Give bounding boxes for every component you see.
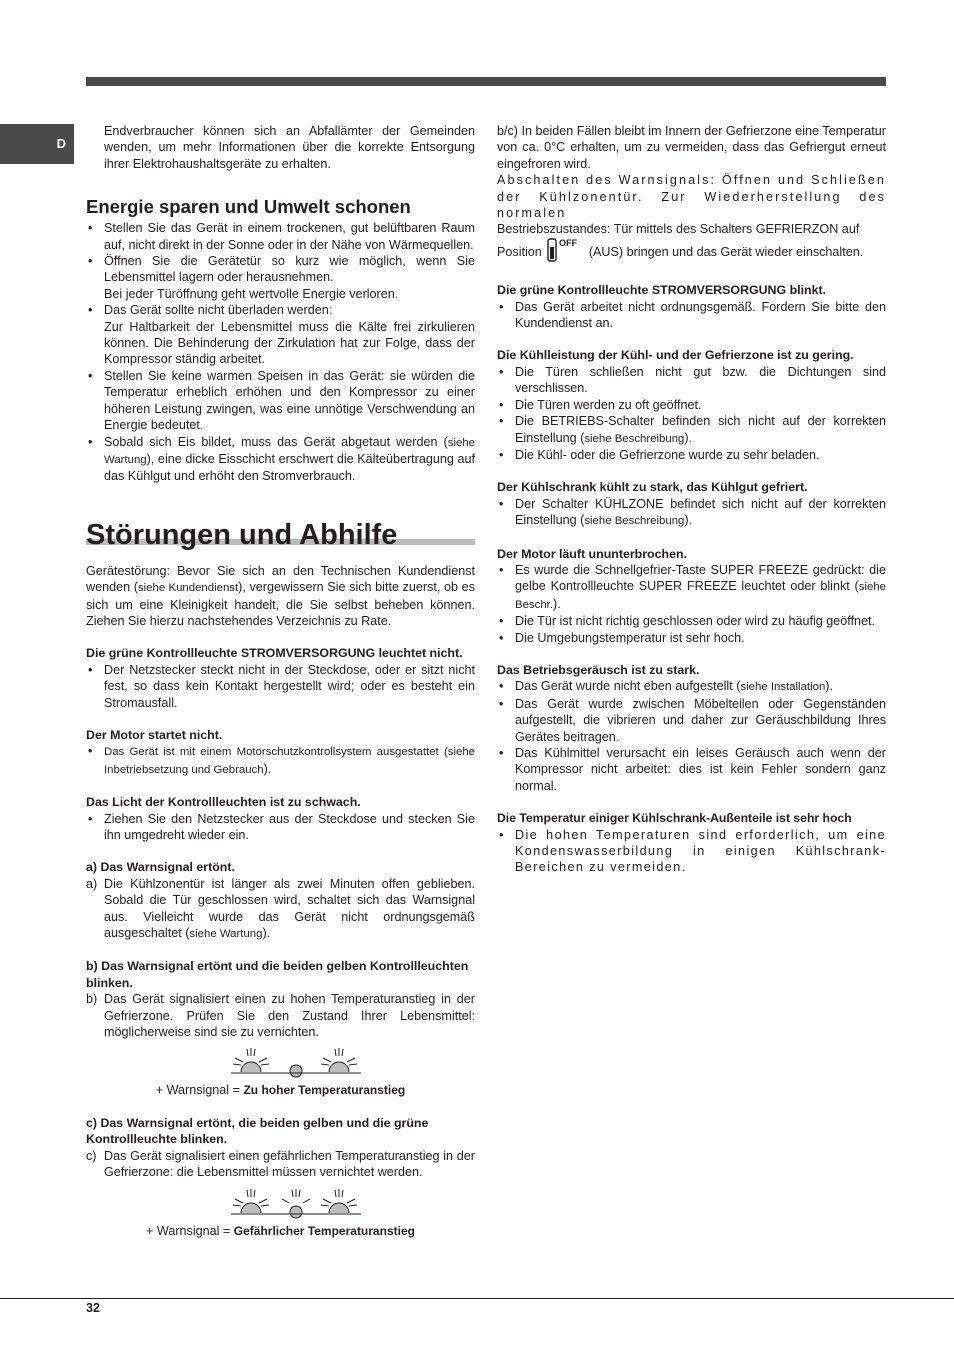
list-item: • Sobald sich Eis bildet, muss das Gerät abgetaut werden (siehe Wartung), eine dicke Eisschicht erschwert die Kälteübertragung auf das Kühlgut und erhöht den Stromverbrauch. <box>86 434 475 485</box>
problem-alarm-a: a) Das Warnsignal ertönt. a) Die Kühlzonentür ist länger als zwei Minuten offen geblieben. Sobald die Tür geschlossen wird, schaltet sich das Warnsignal aus. Vielleicht wurde das Gerät nicht ordnungsgemäß ausgeschaltet (siehe Wartung). <box>86 860 475 941</box>
list-item: • Der Netzstecker steckt nicht in der Steckdose, oder er sitzt nicht fest, so dass kein Kontakt hergestellt wird; oder es besteht ein Stromausfall. <box>86 662 475 711</box>
problem-motor-continuous: Der Motor läuft ununterbrochen. • Es wurde die Schnellgefrier-Taste SUPER FREEZE gedrückt: die gelbe Kontrollleuchte SUPER FREEZE leuchtet oder blinkt (siehe Beschr.). • Die Tür ist nicht richtig geschlossen oder wird zu häufig geöffnet. • Die Umgebungstemperatur ist sehr hoch. <box>497 546 886 646</box>
cross-reference: siehe Kundendienst <box>137 582 239 595</box>
blinking-lights-icon <box>231 1046 361 1080</box>
problem-motor-not-starting: Der Motor startet nicht. • Das Gerät ist mit einem Motorschutzkontrollsystem ausgestattet (siehe Inbetriebsetzung und Gebrauch). <box>86 727 475 778</box>
indicator-lights-two-yellow-blinking <box>116 1044 475 1080</box>
cross-reference: siehe Installation <box>740 681 826 694</box>
list-item: • Die BETRIEBS-Schalter befinden sich nicht auf der korrekten Einstellung (siehe Beschreibung). <box>497 413 886 447</box>
problem-cooling-too-strong: Der Kühlschrank kühlt zu stark, das Kühlgut gefriert. • Der Schalter KÜHLZONE befindet sich nicht auf der korrekten Einstellung (siehe Beschreibung). <box>497 479 886 529</box>
cross-reference: siehe Beschr. <box>515 581 886 611</box>
energy-list <box>86 220 475 485</box>
off-label: OFF <box>559 237 578 248</box>
list-item: • Der Schalter KÜHLZONE befindet sich nicht auf der korrekten Einstellung (siehe Beschreibung). <box>497 496 886 530</box>
problem-power-light-off: Die grüne Kontrollleuchte STROMVERSORGUNG leuchtet nicht. • Der Netzstecker steckt nicht in der Steckdose, oder er sitzt nicht fest, so dass kein Kontakt hergestellt wird; oder es besteht ein Stromausfall. <box>86 645 475 711</box>
problem-power-light-blinking: Die grüne Kontrollleuchte STROMVERSORGUNG blinkt. • Das Gerät arbeitet nicht ordnungsgemäß. Fordern Sie bitte den Kundendienst an. <box>497 282 886 331</box>
alarm-caption-c: + Warnsignal = Gefährlicher Temperaturanstieg <box>146 1223 415 1238</box>
cross-reference: siehe Inbetriebsetzung und Gebrauch <box>104 746 475 776</box>
indicator-lights-all-blinking <box>116 1185 475 1221</box>
problem-noise: Das Betriebsgeräusch ist zu stark. • Das Gerät wurde nicht eben aufgestellt (siehe Installation). • Das Gerät wurde zwischen Möbelteilen oder Gegenständen aufgestellt, die vibrieren und daher zur Geräuschbildung Ihres Gerätes beitragen. • Das Kühlmittel verursacht ein leises Geräusch auch wenn der Kompressor nicht arbeitet: dies ist kein Fehler sondern ganz normal. <box>497 662 886 794</box>
list-item: • Die Tür ist nicht richtig geschlossen oder wird zu häufig geöffnet. <box>497 613 886 629</box>
list-item: • Das Gerät ist mit einem Motorschutzkontrollsystem ausgestattet (siehe Inbetriebsetzung und Gebrauch). <box>86 743 475 778</box>
list-item: • Stellen Sie keine warmen Speisen in das Gerät: sie würden die Temperatur erheblich erhöhen und den Kompressor zu einer höheren Leistung zwingen, was eine unnötige Verschwendung an Energie bedeutet. <box>86 368 475 434</box>
alarm-off-instructions: Abschalten des Warnsignals: Öffnen und Schließen der Kühlzonentür. Zur Wiederherstellung des normalen <box>497 173 886 221</box>
cross-reference: siehe Beschreibung <box>584 432 685 445</box>
list-item: • Die Umgebungstemperatur ist sehr hoch. <box>497 630 886 646</box>
list-item: • Das Gerät wurde nicht eben aufgestellt (siehe Installation). <box>497 678 886 695</box>
intro-paragraph: Endverbraucher können sich an Abfallämter der Gemeinden wenden, um mehr Informationen über die korrekte Entsorgung ihrer Elektrohaushaltsgeräte zu erhalten. <box>104 124 475 171</box>
cross-reference: siehe Beschreibung <box>584 515 685 528</box>
list-item: • Öffnen Sie die Gerätetür so kurz wie möglich, wenn Sie Lebensmittel lagern oder herausnehmen. Bei jeder Türöffnung geht wertvolle Energie verloren. <box>86 253 475 302</box>
list-item: • Die Kühl- oder die Gefrierzone wurde zu sehr beladen. <box>497 447 886 463</box>
list-item: • Das Gerät sollte nicht überladen werden: Zur Haltbarkeit der Lebensmittel muss die Kälte frei zirkulieren können. Die Behinderung der Zirkulation hat zur Folge, dass der Kompressor ständig arbeitet. <box>86 302 475 368</box>
list-item: • Die hohen Temperaturen sind erforderlich, um eine Kondenswasserbildung in einigen Kühlschrank-Bereichen zu vermeiden. <box>497 827 886 876</box>
troubleshooting-heading: Störungen und Abhilfe <box>86 519 475 551</box>
top-rule <box>86 77 886 86</box>
language-tab: D <box>0 124 74 164</box>
problem-cooling-weak: Die Kühlleistung der Kühl- und der Gefrierzone ist zu gering. • Die Türen schließen nicht gut bzw. die Dichtungen sind verschlissen. • Die Türen werden zu oft geöffnet. • Die BETRIEBS-Schalter befinden sich nicht auf der korrekten Einstellung (siehe Beschreibung). • Die Kühl- oder die Gefrierzone wurde zu sehr beladen. <box>497 347 886 463</box>
list-item: • Das Gerät wurde zwischen Möbelteilen oder Gegenständen aufgestellt, die vibrieren und daher zur Geräuschbildung Ihres Gerätes beitragen. <box>497 696 886 745</box>
problem-alarm-b: b) Das Warnsignal ertönt und die beiden gelben Kontrollleuchten blinken. b) Das Gerät signalisiert einen zu hohen Temperaturanstieg in der Gefrierzone. Prüfen Sie den Zustand Ihrer Lebensmittel: möglicherweise sind sie zu vernichten. + Warnsignal = Zu hoher Temperaturanstieg <box>86 959 475 1098</box>
list-item: • Die Türen werden zu oft geöffnet. <box>497 397 886 413</box>
list-item: • Es wurde die Schnellgefrier-Taste SUPER FREEZE gedrückt: die gelbe Kontrollleuchte SUPER FREEZE leuchtet oder blinkt (siehe Beschr.). <box>497 562 886 613</box>
troubleshooting-intro: Gerätestörung: Bevor Sie sich an den Technischen Kundendienst wenden (siehe Kundendienst), vergewissern Sie sich bitte zuerst, ob es sich um eine Kleinigkeit handelt, die Sie selbst beheben können. Ziehen Sie hierzu nachstehendes Verzeichnis zu Rate. <box>86 563 475 628</box>
list-item: • Das Kühlmittel verursacht ein leises Geräusch auch wenn der Kompressor nicht arbeitet: dies ist kein Fehler sondern ganz normal. <box>497 745 886 794</box>
list-item: • Die Türen schließen nicht gut bzw. die Dichtungen sind verschlissen. <box>497 364 886 397</box>
problem-alarm-c: c) Das Warnsignal ertönt, die beiden gelben und die grüne Kontrollleuchte blinken. c) Das Gerät signalisiert einen gefährlichen Temperaturanstieg in der Gefrierzone: die Lebensmittel müssen vernichtet werden. + Warnsignal = Gefährlicher Temperaturanstieg <box>86 1115 475 1238</box>
cross-reference: siehe Wartung <box>189 928 263 941</box>
cross-reference: siehe Wartung <box>104 436 475 466</box>
alarm-caption-b: + Warnsignal = Zu hoher Temperaturanstieg <box>155 1083 406 1098</box>
footer-rule <box>0 1298 954 1299</box>
blinking-lights-icon <box>231 1187 361 1221</box>
switch-off-icon <box>547 238 583 266</box>
page-number: 32 <box>86 1301 101 1315</box>
left-column <box>86 123 475 1239</box>
problem-lights-weak: Das Licht der Kontrollleuchten ist zu schwach. • Ziehen Sie den Netzstecker aus der Steckdose und stecken Sie ihn umgedreht wieder ein. <box>86 794 475 843</box>
right-column: b/c) In beiden Fällen bleibt im Innern der Gefrierzone eine Temperatur von ca. 0°C erhalten, um zu vermeiden, dass das Gefriergut erneut eingefroren wird. Abschalten des Warnsignals: Öffnen und Schließen der Kühlzonentür. Zur Wiederherstellung des normalen Bestriebszustandes: Tür mittels des Schalters GEFRIERZON auf Position OFF (AUS) bringen und das Gerät wieder einschalten. Die grüne Kontrollleuchte STROMVERSORGUNG blinkt. • Das Gerät arbeitet nicht ordnungsgemäß. Fordern Sie bitte den Kundendienst an. Die Kühlleistung der Kühl- und der Gefrierzone ist zu gering. • Die Türen schließen nicht gut bzw. die Dichtungen sind verschlissen. • Die Türen werden zu oft geöffnet. • Die BETRIEBS-Schalter befinden sich nicht auf der korrekten Einstellung (siehe Beschreibung). • Die Kühl- oder die Gefrierzone wurde zu sehr beladen. Der Kühlschrank kühlt zu stark, das Kühlgut gefriert. • Der Schalter KÜHLZONE befindet sich nicht auf der korrekten Einstellung (siehe Beschreibung). Der Motor läuft ununterbrochen. • Es wurde die Schnellgefrier-Taste SUPER FREEZE gedrückt: die gelbe Kontrollleuchte SUPER FREEZE leuchtet oder blinkt (siehe Beschr.). • Die Tür ist nicht richtig geschlossen oder wird zu häufig geöffnet. • Die Umgebungstemperatur ist sehr hoch. Das Betriebsgeräusch ist zu stark. • Das Gerät wurde nicht eben aufgestellt (siehe Installation). • Das Gerät wurde zwischen Möbelteilen oder Gegenständen aufgestellt, die vibrieren und daher zur Geräuschbildung Ihres Gerätes beitragen. • Das Kühlmittel verursacht ein leises Geräusch auch wenn der Kompressor nicht arbeitet: dies ist kein Fehler sondern ganz normal. Die Temperatur einiger Kühlschrank-Außenteile ist sehr hoch • Die hohen Temperaturen sind erforderlich, um eine Kondenswasserbildung in einigen Kühlschrank-Bereichen zu vermeiden. <box>497 123 886 876</box>
list-item: • Das Gerät arbeitet nicht ordnungsgemäß. Fordern Sie bitte den Kundendienst an. <box>497 299 886 332</box>
energy-heading: Energie sparen und Umwelt schonen <box>86 196 411 218</box>
list-item: • Stellen Sie das Gerät in einem trockenen, gut belüftbaren Raum auf, nicht direkt in der Sonne oder in der Nähe von Wärmequellen. <box>86 220 475 253</box>
bc-paragraph: b/c) In beiden Fällen bleibt im Innern der Gefrierzone eine Temperatur von ca. 0°C erhalten, um zu vermeiden, dass das Gefriergut erneut eingefroren wird. <box>497 124 886 171</box>
list-item: • Ziehen Sie den Netzstecker aus der Steckdose und stecken Sie ihn umgedreht wieder ein. <box>86 811 475 844</box>
problem-hot-exterior: Die Temperatur einiger Kühlschrank-Außenteile ist sehr hoch • Die hohen Temperaturen sind erforderlich, um eine Kondenswasserbildung in einigen Kühlschrank-Bereichen zu vermeiden. <box>497 810 886 876</box>
